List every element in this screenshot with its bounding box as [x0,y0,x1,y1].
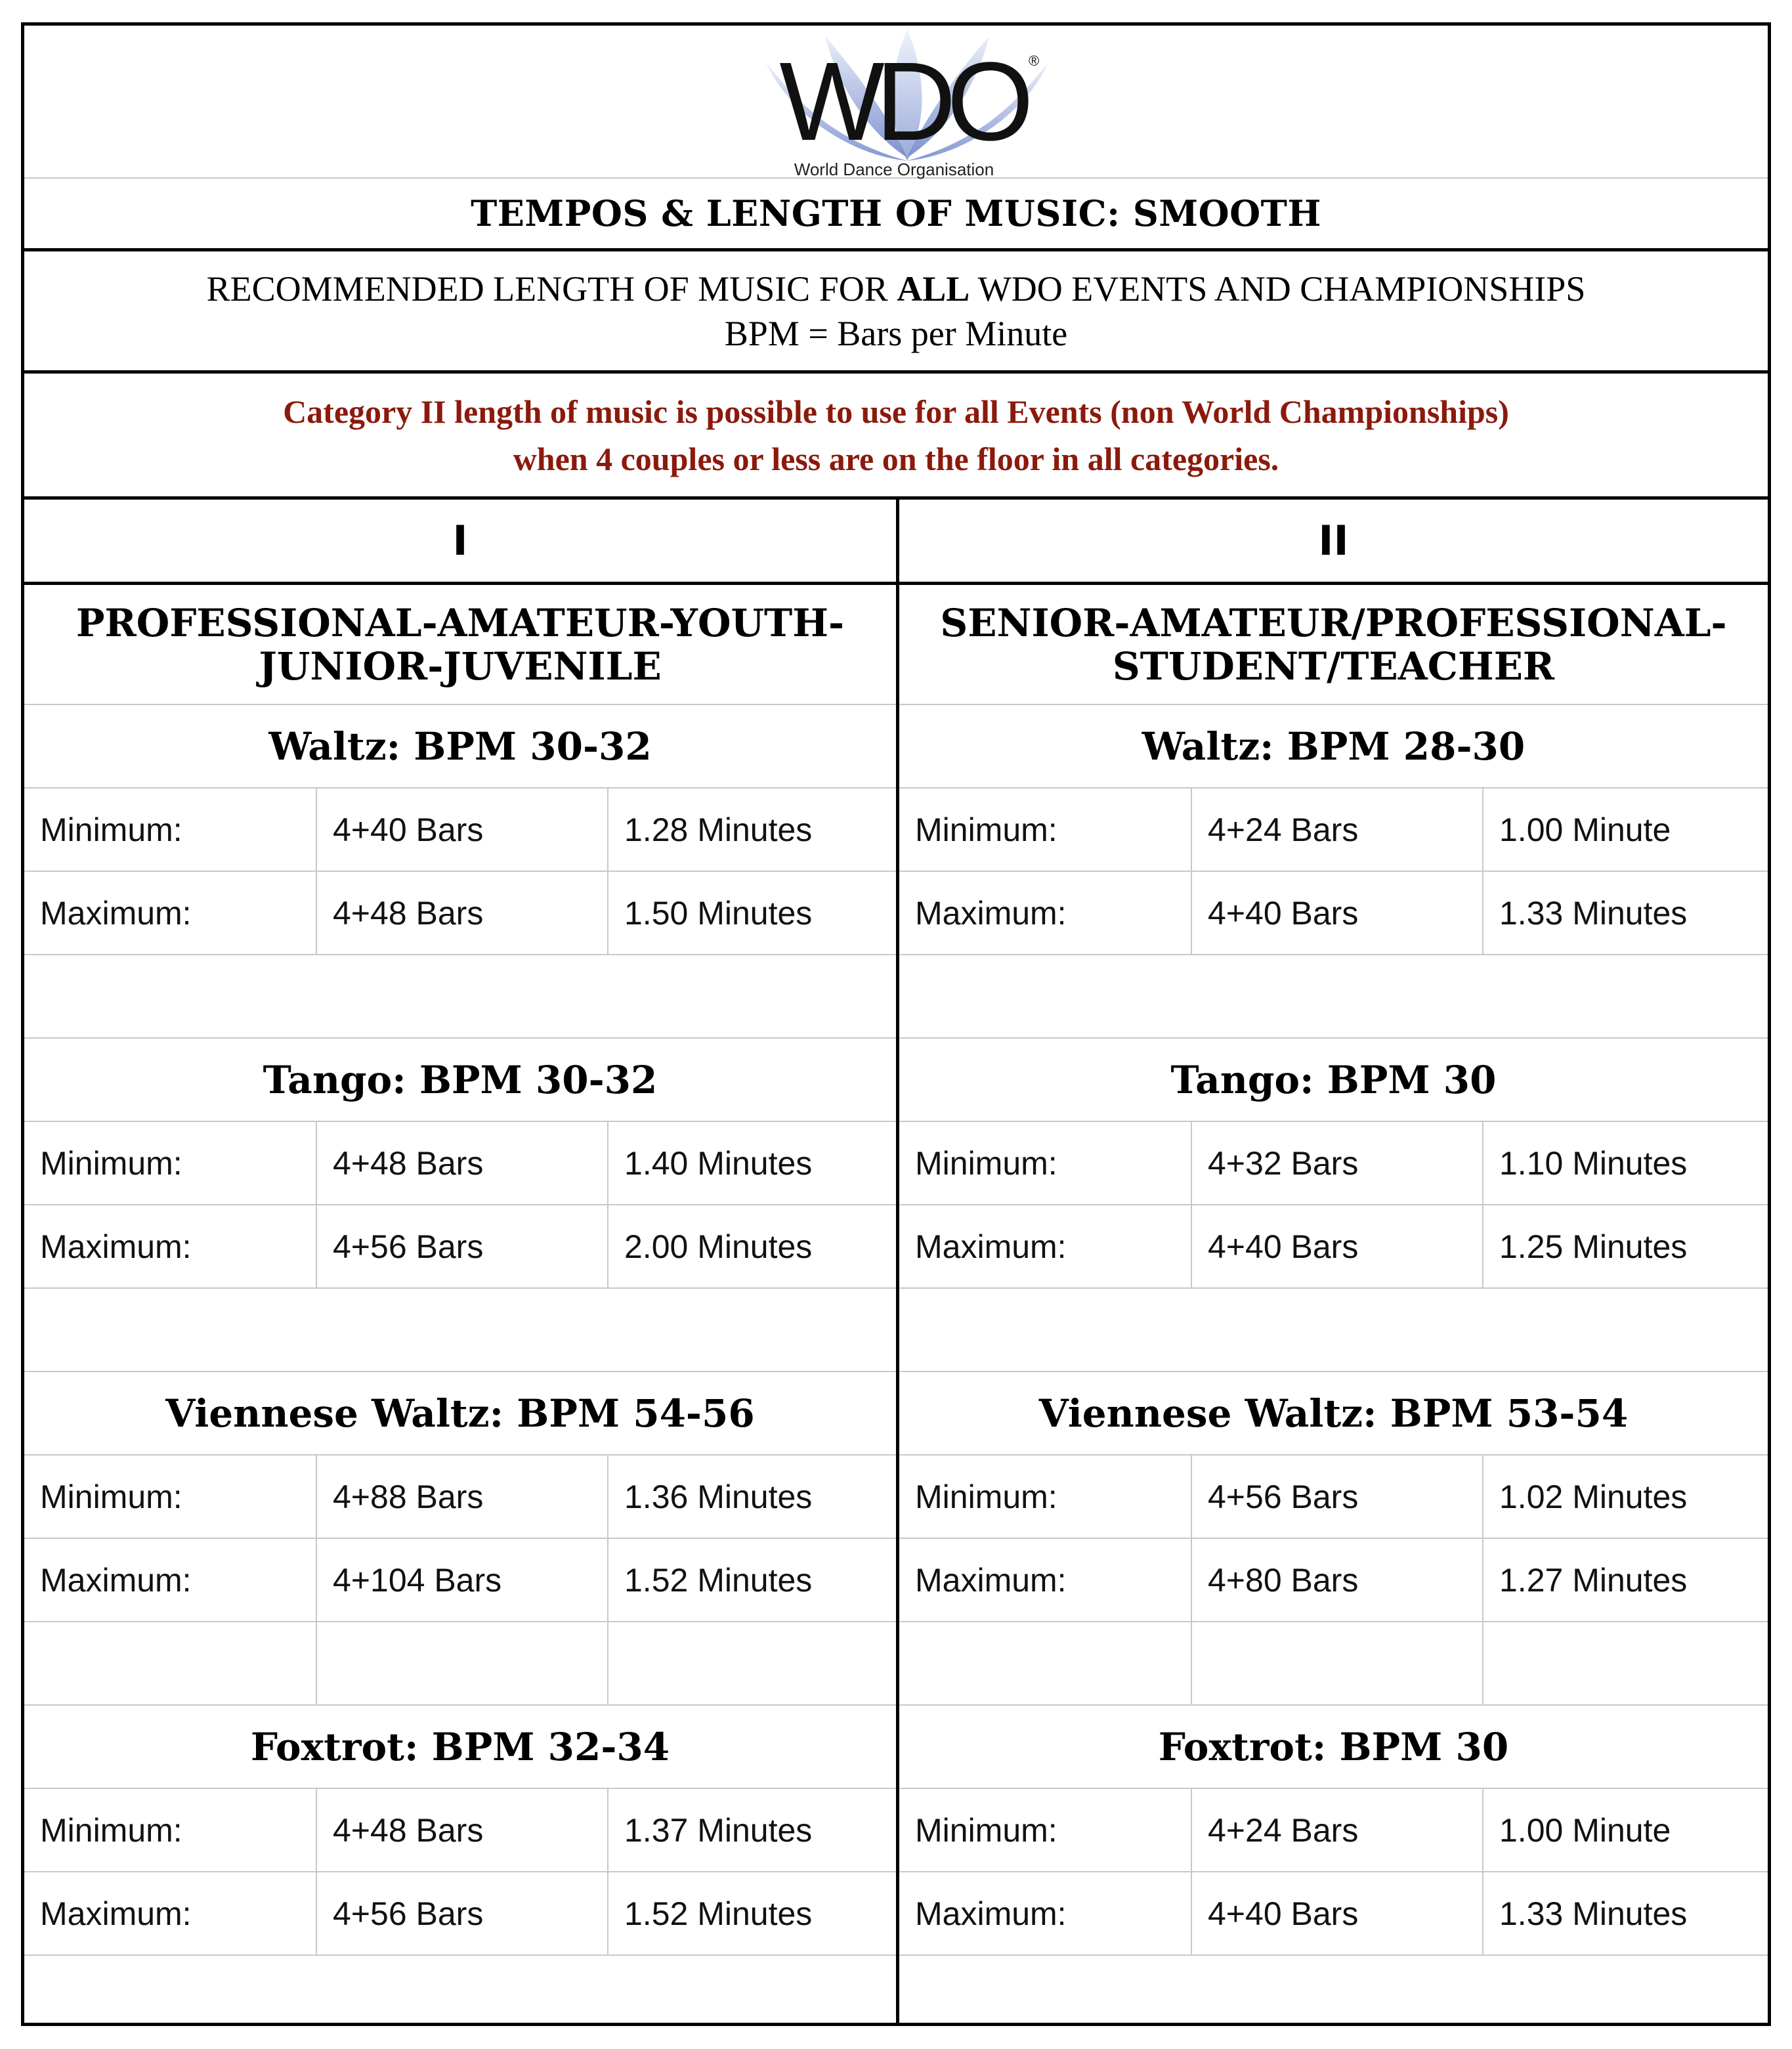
group-line-1: PROFESSIONAL-AMATEUR-YOUTH- [75,600,845,645]
page-title: TEMPOS & LENGTH OF MUSIC: SMOOTH [24,179,1768,251]
row-label: Minimum: [40,1144,182,1182]
row-label: Minimum: [40,1811,182,1849]
note-line-1: Category II length of music is possible to use for all Events (non World Championships) [283,393,1509,430]
duration-value: 1.27 Minutes [1482,1539,1768,1621]
dance-title: Waltz: BPM 28-30 [899,705,1768,788]
table-row [24,1539,896,1622]
category-note [24,374,1768,500]
duration-value: 1.37 Minutes [607,1789,896,1871]
row-label: Maximum: [40,1895,192,1932]
row-label: Minimum: [915,1811,1057,1849]
bpm-definition: BPM = Bars per Minute [724,313,1068,353]
table-row [899,1205,1768,1289]
table-row [899,1122,1768,1205]
bars-value: 4+40 Bars [1191,1205,1482,1287]
row-label: Maximum: [40,1228,192,1265]
bars-value: 4+24 Bars [1191,1789,1482,1871]
wdo-logo [740,30,1075,181]
bars-value: 4+80 Bars [1191,1539,1482,1621]
bars-value: 4+56 Bars [316,1872,607,1954]
table-row [899,1456,1768,1539]
table-row [899,788,1768,872]
bars-value: 4+24 Bars [1191,788,1482,871]
duration-value: 2.00 Minutes [607,1205,896,1287]
bars-value: 4+48 Bars [316,1122,607,1204]
note-line-2: when 4 couples or less are on the floor in all categories. [513,440,1279,477]
duration-value: 1.33 Minutes [1482,872,1768,954]
spacer-row [899,1289,1768,1372]
empty-cell [1191,1622,1482,1704]
bars-value: 4+48 Bars [316,1789,607,1871]
table-row [899,1789,1768,1872]
bars-value: 4+56 Bars [316,1205,607,1287]
empty-cell [607,1622,896,1704]
row-label: Maximum: [915,1228,1067,1265]
group-line-2: STUDENT/TEACHER [1112,643,1555,689]
bars-value: 4+32 Bars [1191,1122,1482,1204]
bars-value: 4+40 Bars [316,788,607,871]
row-label: Maximum: [40,1561,192,1599]
category-column-2 [899,500,1768,2026]
empty-cell [316,1622,607,1704]
row-label: Maximum: [915,894,1067,932]
recommendation-row [24,251,1768,374]
duration-value: 1.52 Minutes [607,1539,896,1621]
dance-title: Tango: BPM 30 [899,1039,1768,1122]
category-numeral: I [24,500,896,585]
logo-wordmark: WDO [779,39,1025,164]
empty-cell [1482,1622,1768,1704]
logo-subtitle: World Dance Organisation [794,160,994,179]
recommendation-emphasis: ALL [897,269,970,309]
duration-value: 1.10 Minutes [1482,1122,1768,1204]
tempo-sheet [21,22,1771,2026]
group-line-2: JUNIOR-JUVENILE [259,643,662,689]
table-row [899,1872,1768,1956]
table-row [24,1456,896,1539]
dance-title: Tango: BPM 30-32 [24,1039,896,1122]
row-label: Minimum: [40,1478,182,1515]
duration-value: 1.28 Minutes [607,788,896,871]
bars-value: 4+40 Bars [1191,1872,1482,1954]
table-row [24,872,896,955]
bars-value: 4+40 Bars [1191,872,1482,954]
spacer-row [24,1622,896,1706]
row-label: Minimum: [915,1478,1057,1515]
duration-value: 1.50 Minutes [607,872,896,954]
bars-value: 4+56 Bars [1191,1456,1482,1538]
table-row [899,1539,1768,1622]
category-column-1 [24,500,896,2026]
duration-value: 1.33 Minutes [1482,1872,1768,1954]
row-label: Minimum: [40,811,182,848]
spacer-row [24,1289,896,1372]
table-row [899,872,1768,955]
dance-title: Foxtrot: BPM 32-34 [24,1706,896,1789]
row-label: Maximum: [915,1561,1067,1599]
duration-value: 1.00 Minute [1482,788,1768,871]
duration-value: 1.02 Minutes [1482,1456,1768,1538]
duration-value: 1.40 Minutes [607,1122,896,1204]
dance-title: Viennese Waltz: BPM 53-54 [899,1372,1768,1456]
category-numeral: II [899,500,1768,585]
duration-value: 1.52 Minutes [607,1872,896,1954]
group-line-1: SENIOR-AMATEUR/PROFESSIONAL- [940,600,1727,645]
row-label: Maximum: [40,894,192,932]
recommendation-line [207,267,1586,311]
table-row [24,1872,896,1956]
recommendation-suffix: WDO EVENTS AND CHAMPIONSHIPS [970,269,1586,309]
spacer-row [24,955,896,1039]
duration-value: 1.36 Minutes [607,1456,896,1538]
recommendation-prefix: RECOMMENDED LENGTH OF MUSIC FOR [206,269,897,309]
category-groups [24,585,896,705]
table-row [24,1122,896,1205]
table-row [24,1789,896,1872]
bars-value: 4+48 Bars [316,872,607,954]
dance-title: Waltz: BPM 30-32 [24,705,896,788]
duration-value: 1.25 Minutes [1482,1205,1768,1287]
table-row [24,1205,896,1289]
logo-row [24,26,1768,179]
dance-title: Foxtrot: BPM 30 [899,1706,1768,1789]
bars-value: 4+88 Bars [316,1456,607,1538]
category-groups [899,585,1768,705]
spacer-row [899,1622,1768,1706]
row-label: Maximum: [915,1895,1067,1932]
row-label: Minimum: [915,1144,1057,1182]
table-row [24,788,896,872]
logo-registered: ® [1029,53,1040,69]
bars-value: 4+104 Bars [316,1539,607,1621]
spacer-row [899,955,1768,1039]
duration-value: 1.00 Minute [1482,1789,1768,1871]
dance-title: Viennese Waltz: BPM 54-56 [24,1372,896,1456]
row-label: Minimum: [915,811,1057,848]
